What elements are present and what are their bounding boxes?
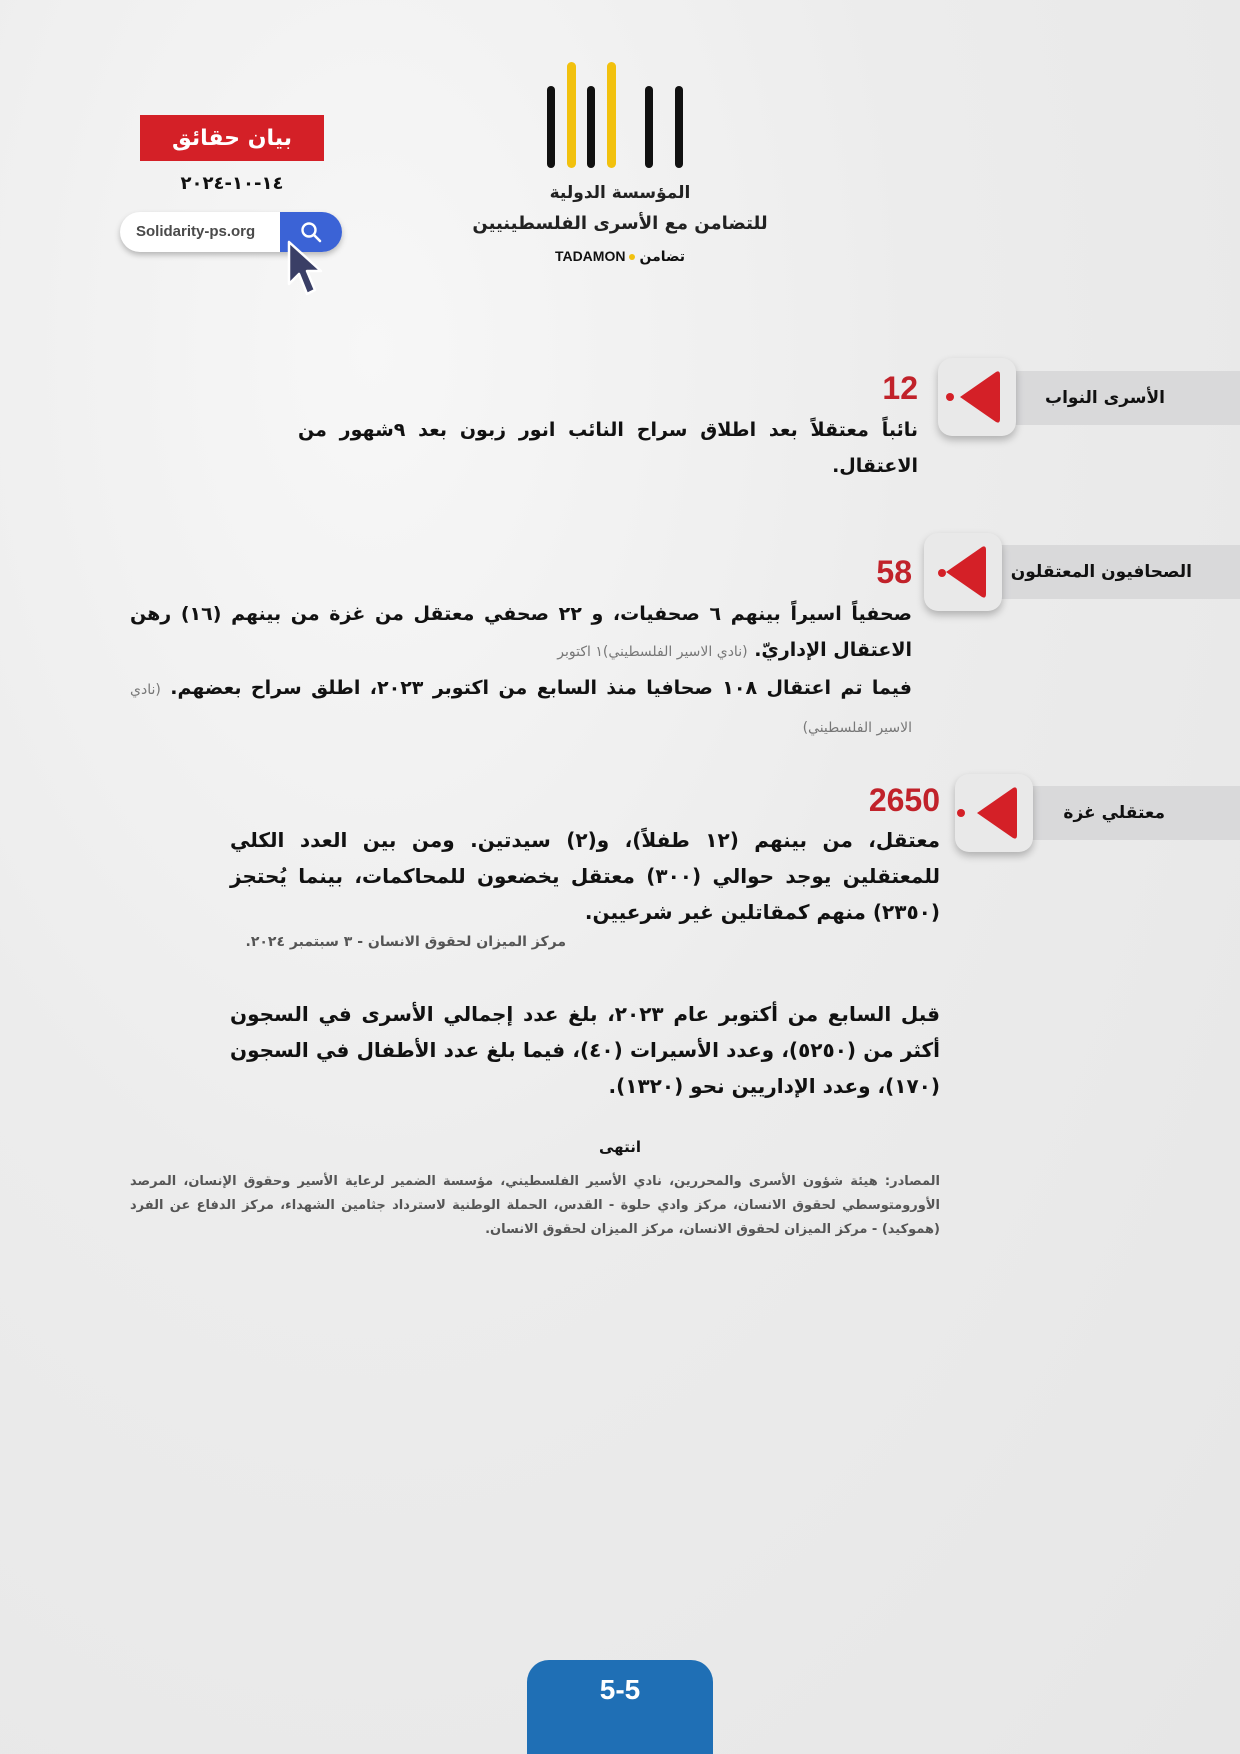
tab-gaza-detainees [1000,786,1240,840]
tab-label-deputies: الأسرى النواب [1045,388,1165,408]
end-marker: انتهى [599,1138,641,1156]
pointer-badge [924,533,1002,611]
gaza-source: مركز الميزان لحقوق الانسان - ٣ سبتمبر ٢٠٢٤. [245,934,566,950]
journalists-text-2-block [130,670,912,746]
tab-deputies [1000,371,1240,425]
organization-logo [470,58,770,278]
bullet-dot [957,809,965,817]
fact-sheet-badge: بيان حقائق [140,115,324,161]
journalists-count: 58 [876,554,912,590]
org-brand-en: TADAMON [554,248,626,264]
tab-label-journalists: الصحافيون المعتقلون [1010,562,1192,582]
org-brand-ar: تضامن [639,249,686,265]
bullet-dot [938,569,946,577]
triangle-left-icon [924,533,1002,611]
website-url[interactable]: Solidarity-ps.org [136,223,256,240]
tab-label-gaza: معتقلي غزة [1063,803,1165,823]
pointer-badge [955,774,1033,852]
page-number: 5-5 [527,1660,713,1754]
org-name-line2: للتضامن مع الأسرى الفلسطينيين [472,213,768,234]
deputies-text: نائباً معتقلاً بعد اطلاق سراح النائب انور زبون بعد ٩شهور من الاعتقال. [298,419,919,477]
sources-note: المصادر: هيئة شؤون الأسرى والمحررين، نادي الأسير الفلسطيني، مؤسسة الضمير لرعاية الأسير وحقوق الإنسان، المرصد الأورومتوسطي لحقوق الانسان، مركز وادي حلوة - القدس، الحملة الوطنية لاسترداد جثامين الشهداء، مركز الدفاع عن الفرد (هموكيد) - مركز الميزان لحقوق الانسان، مركز الميزان لحقوق الانسان. [130,1174,940,1237]
journalists-text [130,596,912,670]
publication-date: ١٤-١٠-٢٠٢٤ [180,173,284,194]
bullet-dot [946,393,954,401]
deputies-count: 12 [882,370,918,406]
org-brand [540,248,700,265]
tab-journalists [1000,545,1240,599]
gaza-detainees-count: 2650 [868,782,940,818]
journalists-text-1: صحفياً اسيراً بينهم ٦ صحفيات، و ٢٢ صحفي معتقل من غزة من بينهم (١٦) رهن الاعتقال الإداريّ. [130,603,912,661]
journalists-source-1: (نادي الاسير الفلسطيني)١ اكتوبر [557,644,748,660]
gaza-detainees-text: معتقل، من بينهم (١٢ طفلاً)، و(٢) سيدتين. ومن بين العدد الكلي للمعتقلين يوجد حوالي (٣٠٠) معتقل يخضعون للمحاكمات، بينما يُحتجز (٢٣٥٠) منهم كمقاتلين غير شرعيين. [230,828,940,924]
triangle-left-icon [955,774,1033,852]
journalists-text-2: فيما تم اعتقال ١٠٨ صحافيا منذ السابع من اكتوبر ٢٠٢٣، اطلق سراح بعضهم. [170,677,912,699]
brand-dot-icon [629,254,635,260]
mouse-cursor-icon [285,240,325,300]
journalists-source-2: (نادي الاسير الفلسطيني) [130,682,912,736]
logo-bars-icon [545,58,695,168]
pre-war-paragraph: قبل السابع من أكتوبر عام ٢٠٢٣، بلغ عدد إجمالي الأسرى في السجون أكثر من (٥٢٥٠)، وعدد الأسيرات (٤٠)، فيما بلغ عدد الأطفال في السجون (١٧٠)، وعدد الإداريين نحو (١٣٢٠). [230,1002,941,1098]
org-name-line1: المؤسسة الدولية [549,183,691,203]
